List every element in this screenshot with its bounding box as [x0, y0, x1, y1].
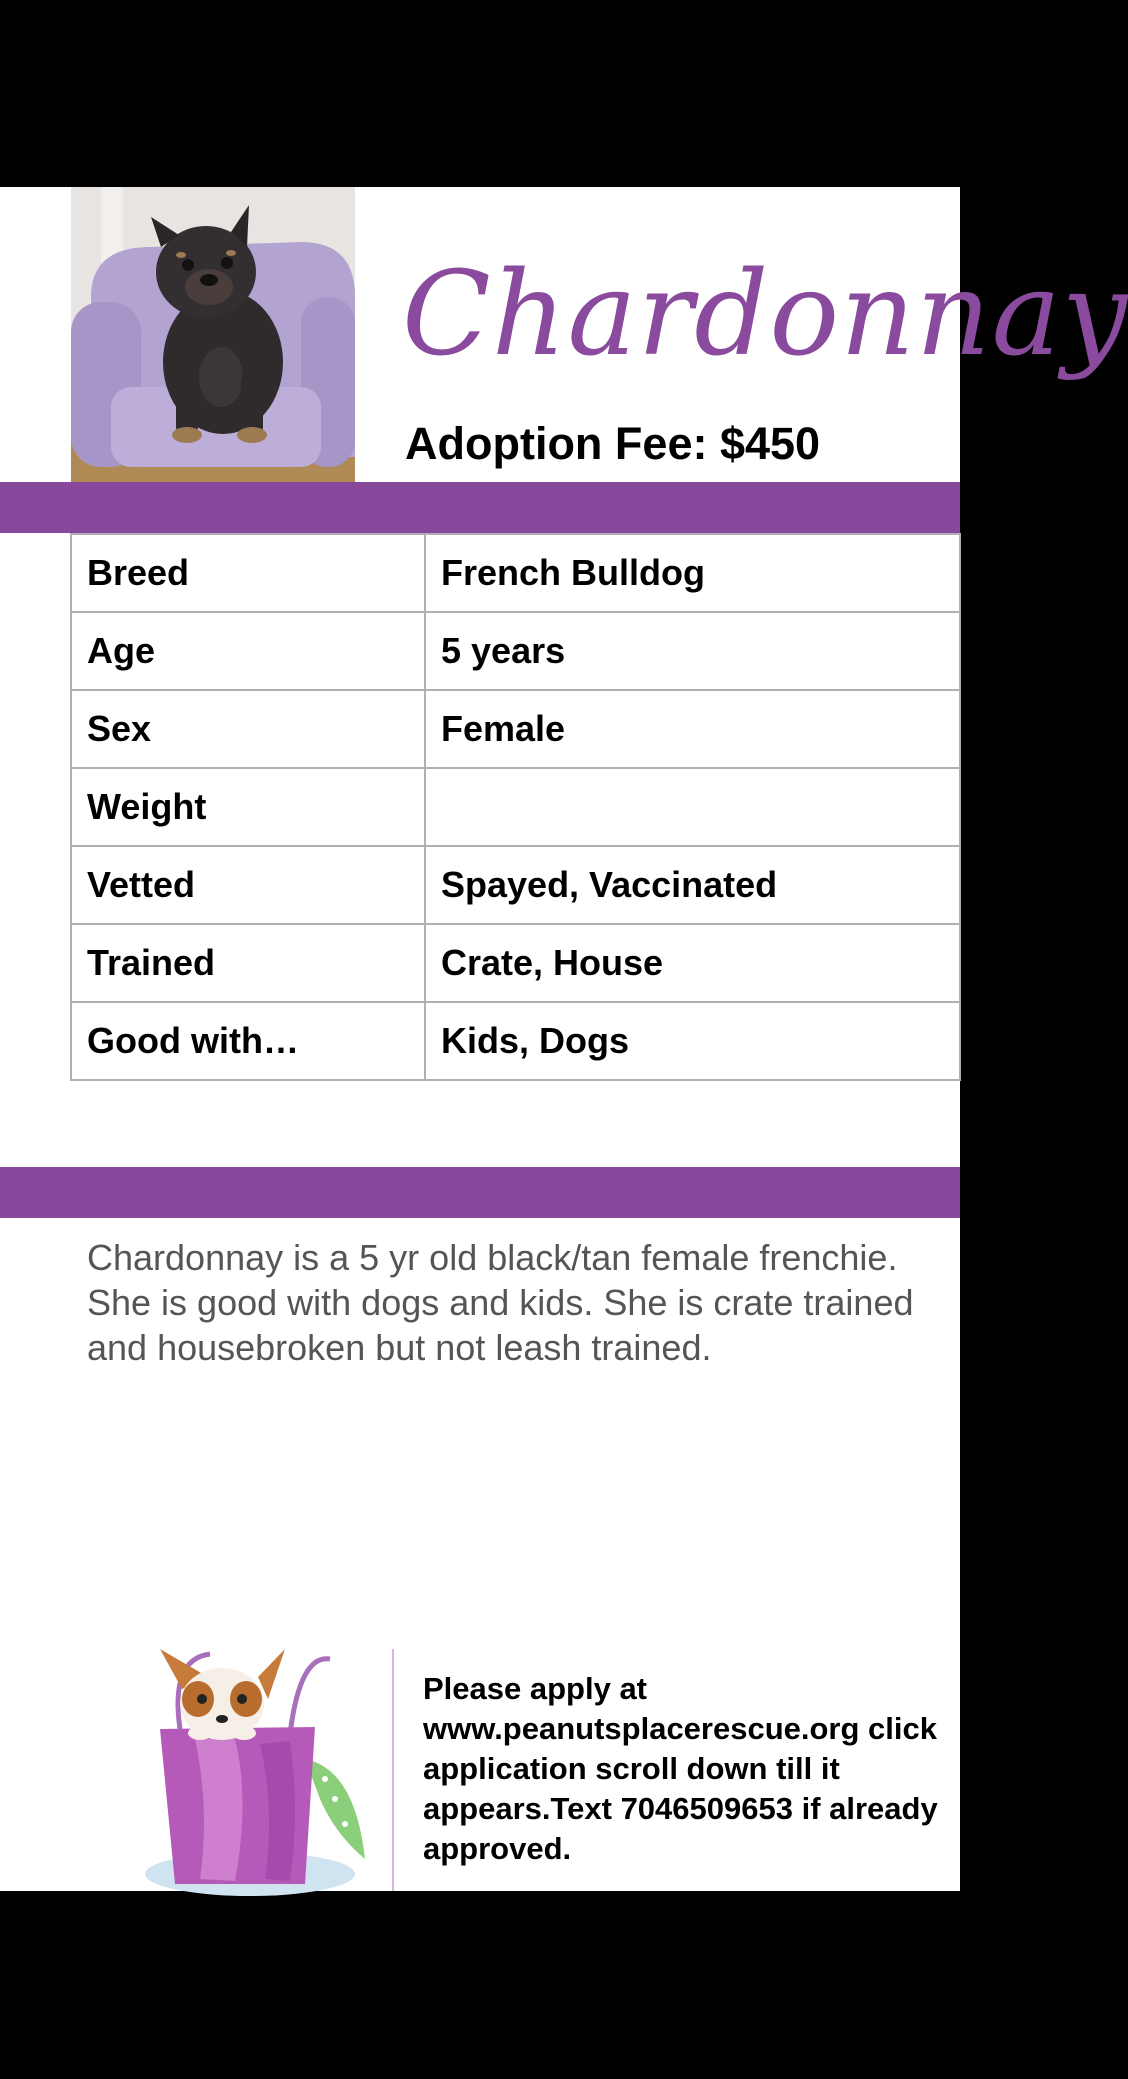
- row-value-breed: French Bulldog: [425, 534, 960, 612]
- chihuahua-in-bag-icon: [140, 1649, 380, 1891]
- row-label-trained: Trained: [71, 924, 425, 1002]
- row-value-good-with: Kids, Dogs: [425, 1002, 960, 1080]
- table-row: [71, 924, 960, 1002]
- row-value-trained: Crate, House: [425, 924, 960, 1002]
- pet-name-title: Chardonnay: [402, 247, 1128, 382]
- table-row: [71, 1002, 960, 1080]
- apply-instructions: Please apply at www.peanutsplacerescue.org click application scroll down till it appears.Text 7046509653 if already approved.: [423, 1671, 938, 1866]
- footer-illustration: [140, 1649, 380, 1891]
- top-accent-band: [0, 482, 960, 533]
- table-row: [71, 534, 960, 612]
- dog-photo-icon: [71, 187, 355, 482]
- table-row: [71, 846, 960, 924]
- adoption-flyer: [0, 187, 1128, 1891]
- table-row: [71, 768, 960, 846]
- pet-description: Chardonnay is a 5 yr old black/tan female frenchie. She is good with dogs and kids. She is crate trained and housebroken but not leash trained.: [87, 1237, 924, 1368]
- row-value-weight: [425, 768, 960, 846]
- middle-accent-band: [0, 1167, 960, 1218]
- row-label-weight: Weight: [71, 768, 425, 846]
- row-value-sex: Female: [425, 690, 960, 768]
- row-value-age: 5 years: [425, 612, 960, 690]
- table-row: [71, 690, 960, 768]
- footer-divider: [392, 1649, 394, 1891]
- row-label-sex: Sex: [71, 690, 425, 768]
- adoption-fee: Adoption Fee: $450: [405, 418, 821, 469]
- dog-photo: [71, 187, 355, 482]
- table-row: [71, 612, 960, 690]
- row-label-vetted: Vetted: [71, 846, 425, 924]
- row-label-good-with: Good with…: [71, 1002, 425, 1080]
- row-label-breed: Breed: [71, 534, 425, 612]
- details-table: [70, 533, 961, 1081]
- row-label-age: Age: [71, 612, 425, 690]
- row-value-vetted: Spayed, Vaccinated: [425, 846, 960, 924]
